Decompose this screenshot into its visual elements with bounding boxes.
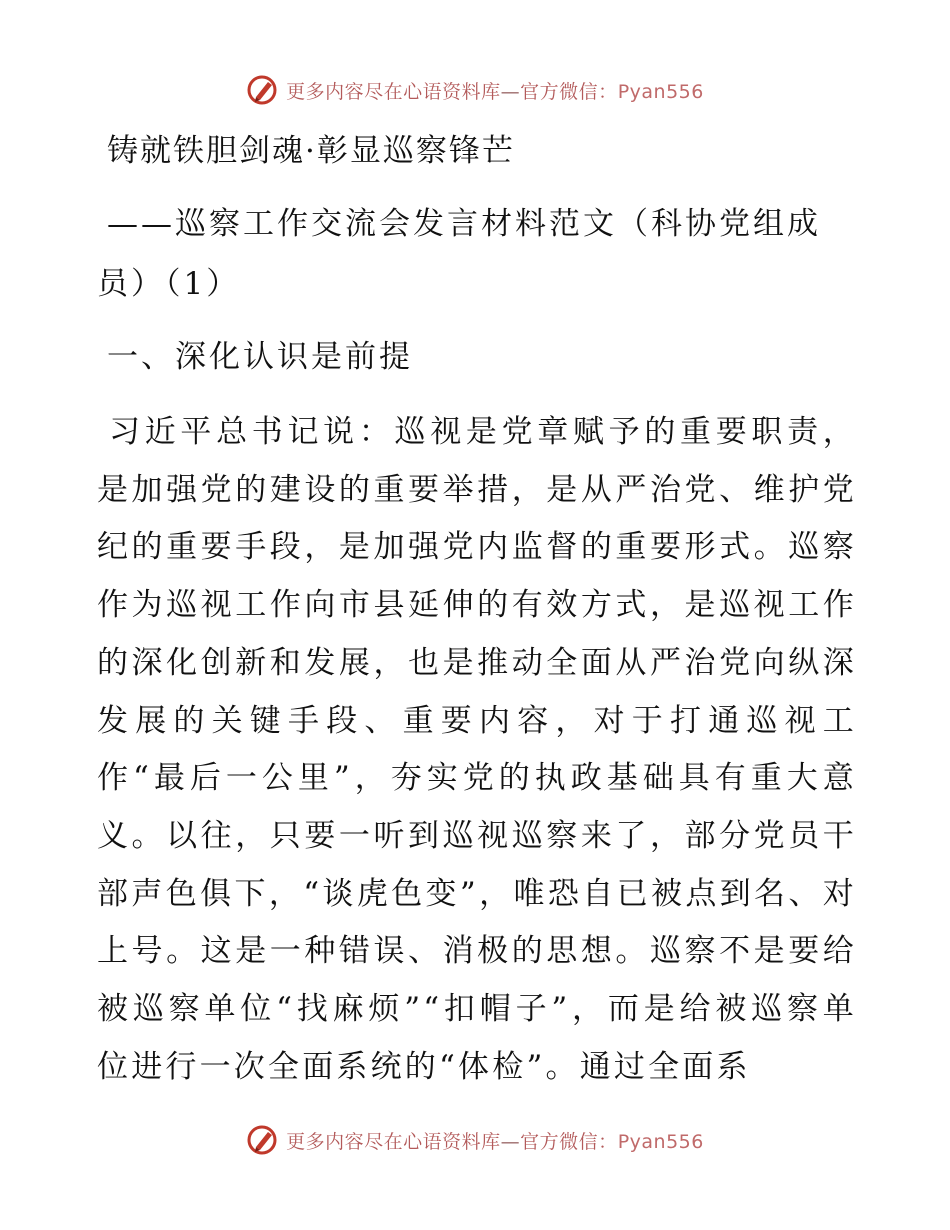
document-subtitle: ——巡察工作交流会发言材料范文（科协党组成员）（1） [97,206,821,302]
body-paragraph: 习近平总书记说：巡视是党章赋予的重要职责，是加强党的建设的重要举措，是从严治党、维护党纪的重要手段，是加强党内监督的重要形式。巡察作为巡视工作向市县延伸的有效方式，是巡视工作的深化创新和发展，也是推动全面从严治党向纵深发展的关键手段、重要内容，对于打通巡视工作“最后一公里”，夯实党的执政基础具有重大意义。以往，只要一听到巡视巡察来了，部分党员干部声色俱下，“谈虎色变”，唯恐自已被点到名、对上号。这是一种错误、消极的思想。巡察不是要给被巡察单位“找麻烦”“扣帽子”，而是给被巡察单位进行一次全面系统的“体检”。通过全面系 [97,414,857,1085]
document-title: 铸就铁胆剑魂·彰显巡察锋芒 [107,133,515,169]
section-heading: 一、深化认识是前提 [107,339,413,375]
footer-watermark [0,1120,950,1160]
pen-logo-icon [246,1123,280,1157]
document-body [97,122,857,1096]
watermark-text: 更多内容尽在心语资料库—官方微信：Pyan556 [286,80,704,103]
pen-logo-icon [246,73,280,107]
header-watermark [0,70,950,110]
watermark-text: 更多内容尽在心语资料库—官方微信：Pyan556 [286,1130,704,1153]
